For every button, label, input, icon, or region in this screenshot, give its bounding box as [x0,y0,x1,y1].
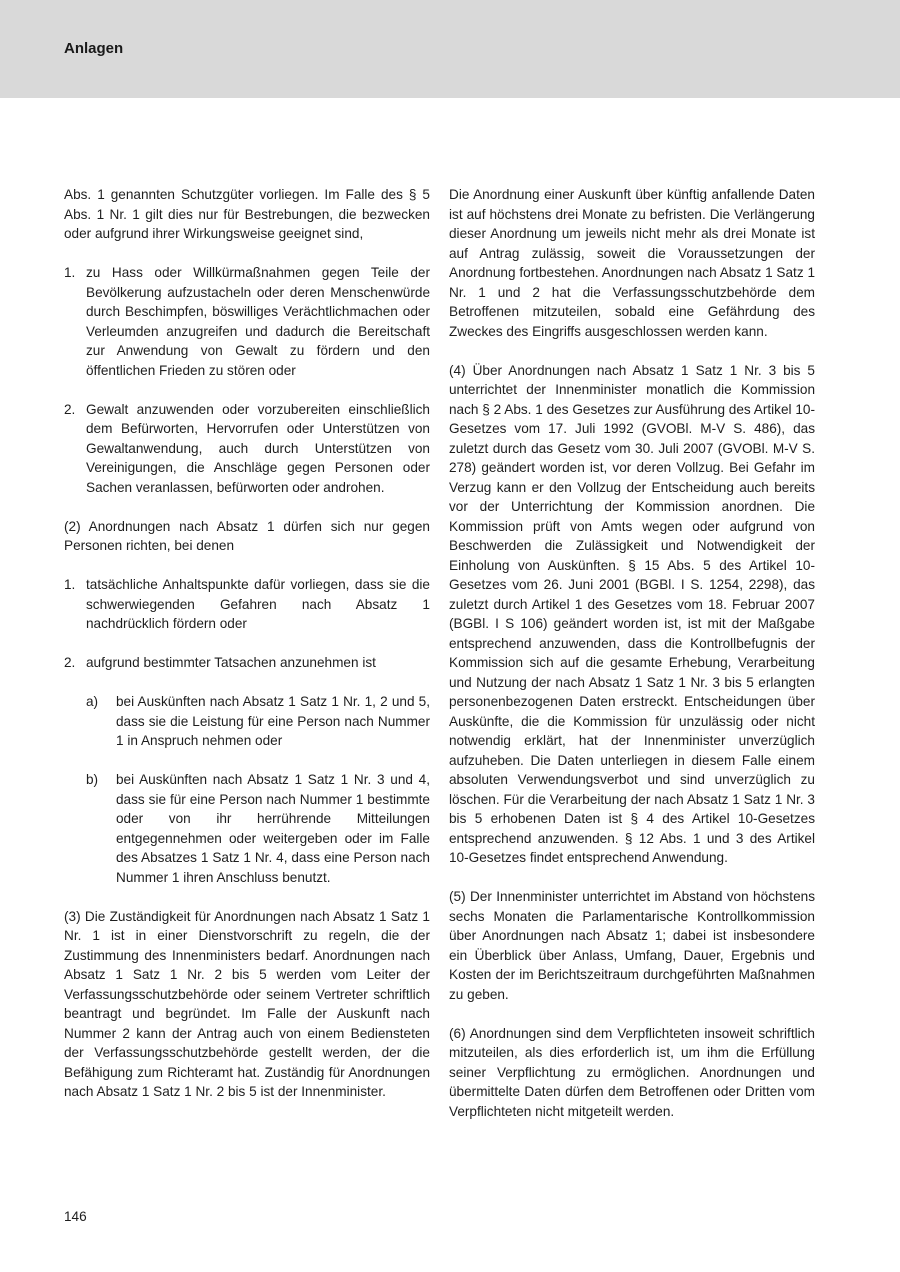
sub-list-item [86,692,430,751]
left-column [64,185,430,1102]
sub-list-item [86,770,430,887]
list-text: tatsächliche Anhaltspunkte dafür vorliegen, dass sie die schwerwiegenden Gefahren nach Absatz 1 nachdrücklich fördern oder [86,577,430,631]
list-text: aufgrund bestimmter Tatsachen anzunehmen ist [86,655,376,670]
sub-list-text: bei Auskünften nach Absatz 1 Satz 1 Nr. 3 und 4, dass sie für eine Person nach Nummer 1 bestimmte oder von ihr herrührende Mitteilungen entgegennehmen oder weitergeben oder im Falle des Absatzes 1 Satz 1 Nr. 4, dass eine Person nach Nummer 1 ihren Anschluss benutzt. [116,772,430,885]
paragraph-5: (5) Der Innenminister unterrichtet im Abstand von höchstens sechs Monaten die Parlamentarische Kontrollkommission über Anordnungen nach Absatz 1; dabei ist insbesondere ein Überblick über Anlass, Umfang, Dauer, Ergebnis und Kosten der im Berichtszeitraum durchgeführten Maßnahmen zu geben. [449,889,815,1002]
section-title: Anlagen [64,40,124,57]
header-band [0,0,900,98]
list-text: zu Hass oder Willkürmaßnahmen gegen Teile der Bevölkerung aufzustacheln oder deren Menschenwürde durch Beschimpfen, böswilliges Verächtlichmachen oder Verleumden anzugreifen und dadurch die Bereitschaft zur Anwendung von Gewalt zu fördern und den öffentlichen Frieden zu stören oder [86,265,430,378]
sub-list-letter: b) [86,772,99,787]
paragraph-6: (6) Anordnungen sind dem Verpflichteten insoweit schriftlich mitzuteilen, als dies erforderlich ist, um ihm die Erfüllung seiner Verpflichtung zu ermöglichen. Anordnungen und übermittelte Daten dürfen dem Betroffenen oder Dritten vom Verpflichteten nicht mitgeteilt werden. [449,1025,815,1119]
list-item [64,575,430,634]
list-number: 1. [64,577,76,592]
sub-list-text: bei Auskünften nach Absatz 1 Satz 1 Nr. 1, 2 und 5, dass sie die Leistung für eine Person nach Nummer 1 in Anspruch nehmen oder [116,694,430,748]
page-number: 146 [64,1209,87,1224]
paragraph-4: (4) Über Anordnungen nach Absatz 1 Satz 1 Nr. 3 bis 5 unterrichtet der Innenminister monatlich die Kommission nach § 2 Abs. 1 des Gesetzes zur Ausführung des Artikel 10-Gesetzes vom 17. Juli 1992 (GVOBl. M-V S. 486), das zuletzt durch das Gesetz vom 30. Juli 2007 (GVOBl. M-V S. 278) geändert worden ist, vor deren Vollzug. Bei Gefahr im Verzug kann er den Vollzug der Entscheidung auch bereits vor der Unterrichtung der Kommission anordnen. Die Kommission prüft von Amts wegen oder aufgrund von Beschwerden die Zulässigkeit und Notwendigkeit der Einholung von Auskünften. § 15 Abs. 5 des Artikel 10-Gesetzes vom 26. Juni 2001 (BGBl. I S. 1254, 2298), das zuletzt durch Artikel 1 des Gesetzes vom 18. Februar 2007 (BGBl. I S 106) geändert worden ist, ist mit der Maßgabe entsprechend anzuwenden, dass die Kontrollbefugnis der Kommission sich auf die gesamte Erhebung, Verarbeitung und Nutzung der nach Absatz 1 Satz 1 Nr. 3 bis 5 erlangten personenbezogenen Daten erstreckt. Entscheidungen über Auskünfte, die die Kommission für unzulässig oder nicht notwendig erklärt, hat der Innenminister unverzüglich aufzuheben. Die Daten unterliegen in diesem Falle einem absoluten Verwendungsverbot und sind unverzüglich zu löschen. Für die Verarbeitung der nach Absatz 1 Satz 1 Nr. 3 bis 5 erhobenen Daten ist § 4 des Artikel 10-Gesetzes entsprechend anzuwenden. § 12 Abs. 1 und 3 des Artikel 10-Gesetzes findet entsprechend Anwendung. [449,362,815,865]
list-number: 2. [64,401,76,417]
sub-list-letter: a) [86,694,99,709]
list-text: Gewalt anzuwenden oder vorzubereiten einschließlich dem Befürworten, Hervorrufen oder Unterstützen von Gewaltanwendung, auch durch Unterstützen von Vereinigungen, die Anschläge gegen Personen oder Sachen veranlassen, befürworten oder androhen. [86,401,430,495]
list-item [64,653,430,673]
paragraph-3: (3) Die Zuständigkeit für Anordnungen nach Absatz 1 Satz 1 Nr. 1 ist in einer Dienstvorschrift zu regeln, die der Zustimmung des Innenministers bedarf. Anordnungen nach Absatz 1 Satz 1 Nr. 2 bis 5 werden vom Leiter der Verfassungsschutzbehörde oder seinem Vertreter schriftlich beantragt und begründet. Im Falle der Auskunft nach Nummer 2 kann der Antrag auch von einem Bediensteten der Verfassungsschutzbehörde gestellt werden, der die Befähigung zum Richteramt hat. Zuständig für Anordnungen nach Absatz 1 Satz 1 Nr. 2 bis 5 ist der Innenminister. [64,908,430,1099]
list-item [64,400,430,498]
list-number: 1. [64,265,76,280]
intro-paragraph: Abs. 1 genannten Schutzgüter vorliegen. Im Falle des § 5 Abs. 1 Nr. 1 gilt dies nur für Bestrebungen, die bezwecken oder aufgrund ihrer Wirkungsweise geeignet sind, [64,187,430,241]
list-number: 2. [64,655,76,670]
paragraph-2: (2) Anordnungen nach Absatz 1 dürfen sich nur gegen Personen richten, bei denen [64,518,430,553]
list-item [64,263,430,380]
paragraph-continued: Die Anordnung einer Auskunft über künftig anfallende Daten ist auf höchstens drei Monate zu befristen. Die Verlängerung dieser Anordnung um jeweils nicht mehr als drei Monate ist auf Antrag zulässig, soweit die Voraussetzungen der Anordnung fortbestehen. Anordnungen nach Absatz 1 Satz 1 Nr. 1 und 2 hat die Verfassungsschutzbehörde dem Betroffenen mitzuteilen, sobald eine Gefährdung des Zweckes des Eingriffs ausgeschlossen werden kann. [449,187,815,339]
right-column [449,185,815,1121]
